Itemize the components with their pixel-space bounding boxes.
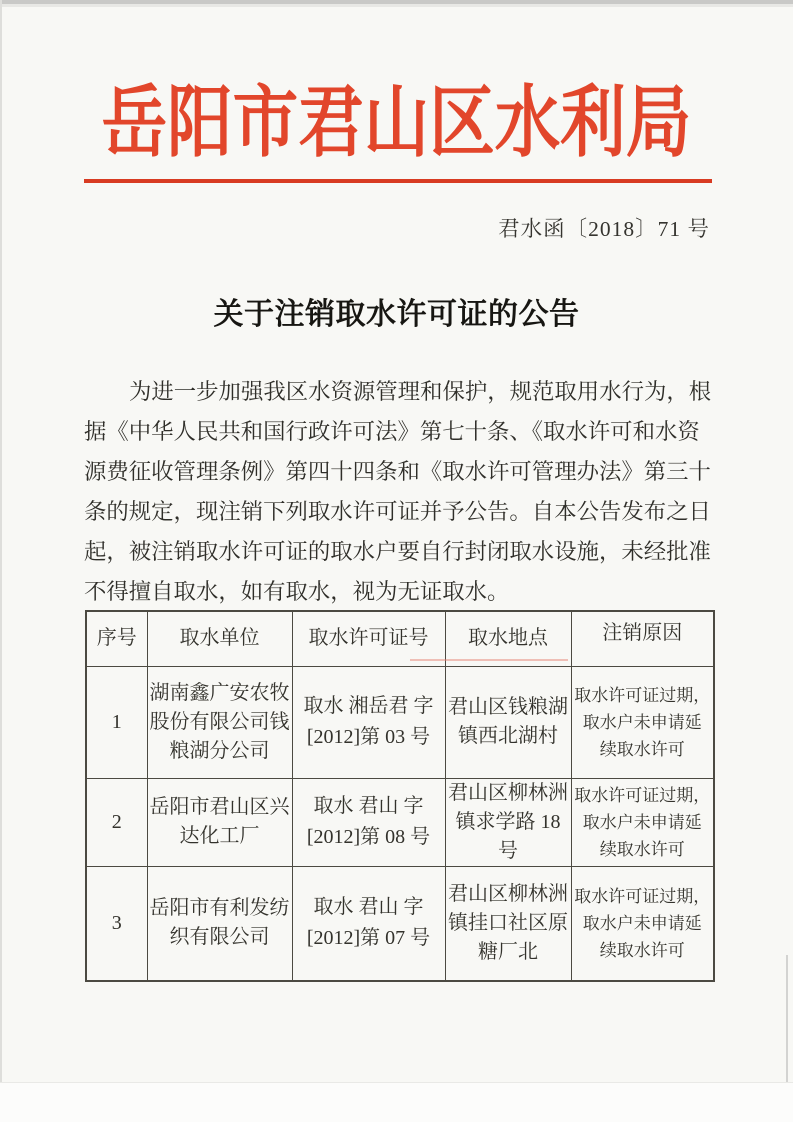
body-line: 不得擅自取水，如有取水，视为无证取水。 [84,579,510,604]
body-line: 源费征收管理条例》第四十四条和《取水许可管理办法》第三十 [84,459,711,484]
cell-cancel-reason: 取水许可证过期， 取水户未申请延 续取水许可 [571,666,714,778]
header-cancel-reason: 注销原因 [571,611,714,666]
table-header-row [86,611,714,666]
body-line: 为进一步加强我区水资源管理和保护，规范取用水行为，根 [129,379,712,404]
cell-cancel-reason: 取水许可证过期， 取水户未申请延 续取水许可 [571,866,714,981]
cell-water-unit: 岳阳市有利发纺 织有限公司 [147,866,292,981]
body-line: 据《中华人民共和国行政许可法》第七十条、《取水许可和水资 [84,419,700,444]
scan-artifact-line [410,659,568,661]
cell-water-location: 君山区柳林洲 镇求学路 18 号 [445,778,571,866]
header-license-number: 取水许可证号 [292,611,445,666]
scan-edge-bottom [0,1082,793,1122]
cell-serial-number: 2 [86,778,147,866]
cell-license-number: 取水 君山 字 [2012]第 07 号 [292,866,445,981]
cell-license-number: 取水 君山 字 [2012]第 08 号 [292,778,445,866]
table-row [86,666,714,778]
letterhead-red-rule [84,179,712,183]
cell-license-number: 取水 湘岳君 字 [2012]第 03 号 [292,666,445,778]
revoked-permits-table [85,610,715,982]
cell-water-location: 君山区柳林洲 镇挂口社区原 糖厂北 [445,866,571,981]
cell-cancel-reason: 取水许可证过期， 取水户未申请延 续取水许可 [571,778,714,866]
table-row [86,866,714,981]
table-row [86,778,714,866]
cell-serial-number: 1 [86,666,147,778]
body-line: 条的规定，现注销下列取水许可证并予公告。自本公告发布之日 [84,499,711,524]
cell-water-location: 君山区钱粮湖 镇西北湖村 [445,666,571,778]
announcement-title: 关于注销取水许可证的公告 [213,298,580,331]
document-number: 君水函〔2018〕71 号 [498,217,710,241]
body-line: 起，被注销取水许可证的取水户要自行封闭取水设施，未经批准 [84,539,711,564]
header-serial-number: 序号 [86,611,147,666]
cell-water-unit: 岳阳市君山区兴 达化工厂 [147,778,292,866]
cell-water-unit: 湖南鑫广安农牧 股份有限公司钱 粮湖分公司 [147,666,292,778]
scan-edge-top-shadow [0,4,793,7]
scan-edge-left [0,0,2,1122]
header-water-unit: 取水单位 [147,611,292,666]
letterhead-agency-name: 岳阳市君山区水利局 [101,79,692,166]
header-water-location: 取水地点 [445,611,571,666]
cell-serial-number: 3 [86,866,147,981]
announcement-body [84,372,716,612]
